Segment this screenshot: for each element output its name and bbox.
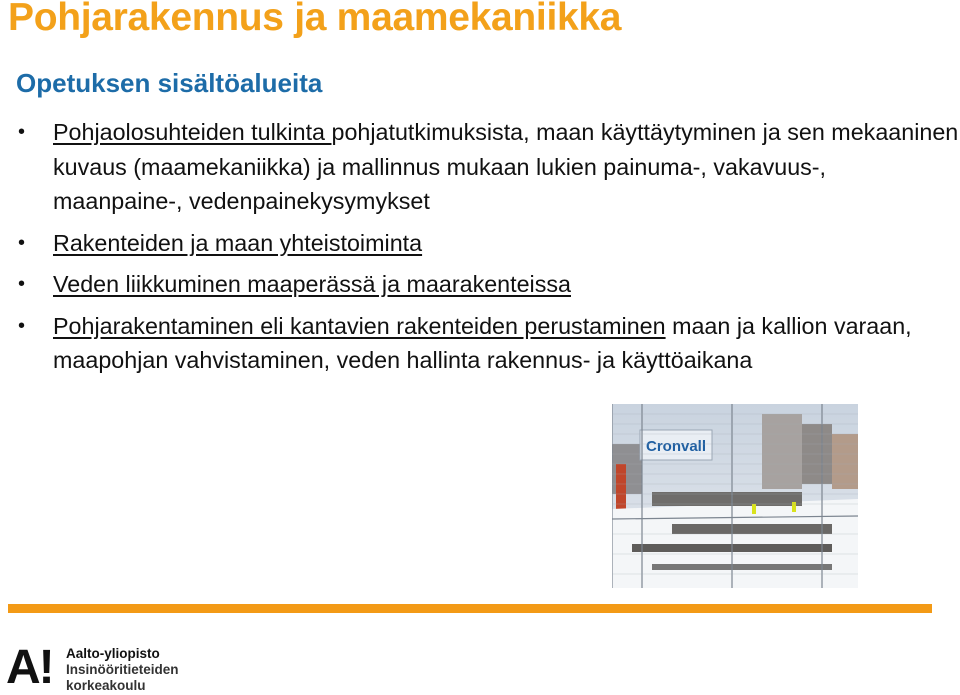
bullet-link-text[interactable]: Pohjarakentaminen eli kantavien rakenteiden perustaminen <box>53 312 666 339</box>
aalto-logo-mark: A! <box>6 641 53 694</box>
bullet-item <box>0 115 960 219</box>
bullet-link-text[interactable]: Rakenteiden ja maan yhteistoiminta <box>53 229 423 256</box>
content-bullet-list <box>0 115 960 385</box>
bullet-item <box>0 226 960 261</box>
construction-site-photo <box>612 404 858 588</box>
bullet-item <box>0 309 960 378</box>
bullet-item <box>0 267 960 302</box>
slide-title: Pohjarakennus ja maamekaniikka <box>8 0 622 39</box>
bullet-link-text[interactable]: Pohjaolosuhteiden tulkinta <box>53 119 332 145</box>
construction-site-illustration <box>612 404 858 588</box>
cronvall-sign-text: Cronvall <box>646 438 707 455</box>
bullet-dot: • <box>18 121 26 143</box>
bullet-text: pohjatutkimuksista, maan käyttäytyminen ja sen mekaaninen kuvaus (maamekaniikka) ja mallinnus mukaan lukien painuma-, vakavuus-, maanpaine-, vedenpainekysymykset <box>53 119 959 214</box>
org-line-3: korkeakoulu <box>66 678 146 693</box>
bullet-dot: • <box>18 314 26 337</box>
bullet-dot: • <box>18 273 26 295</box>
bullet-text: maan ja kallion varaan, maapohjan vahvistaminen, veden hallinta rakennus- ja käyttöaikana <box>53 312 912 373</box>
footer-accent-bar <box>8 604 932 613</box>
bullet-link-text[interactable]: Veden liikkuminen maaperässä ja maarakenteissa <box>53 271 571 297</box>
org-line-1: Aalto-yliopisto <box>66 646 160 661</box>
slide-subtitle: Opetuksen sisältöalueita <box>16 68 323 98</box>
org-line-2: Insinööritieteiden <box>66 662 179 677</box>
bullet-dot: • <box>18 231 26 254</box>
aalto-logo-text <box>66 646 179 694</box>
